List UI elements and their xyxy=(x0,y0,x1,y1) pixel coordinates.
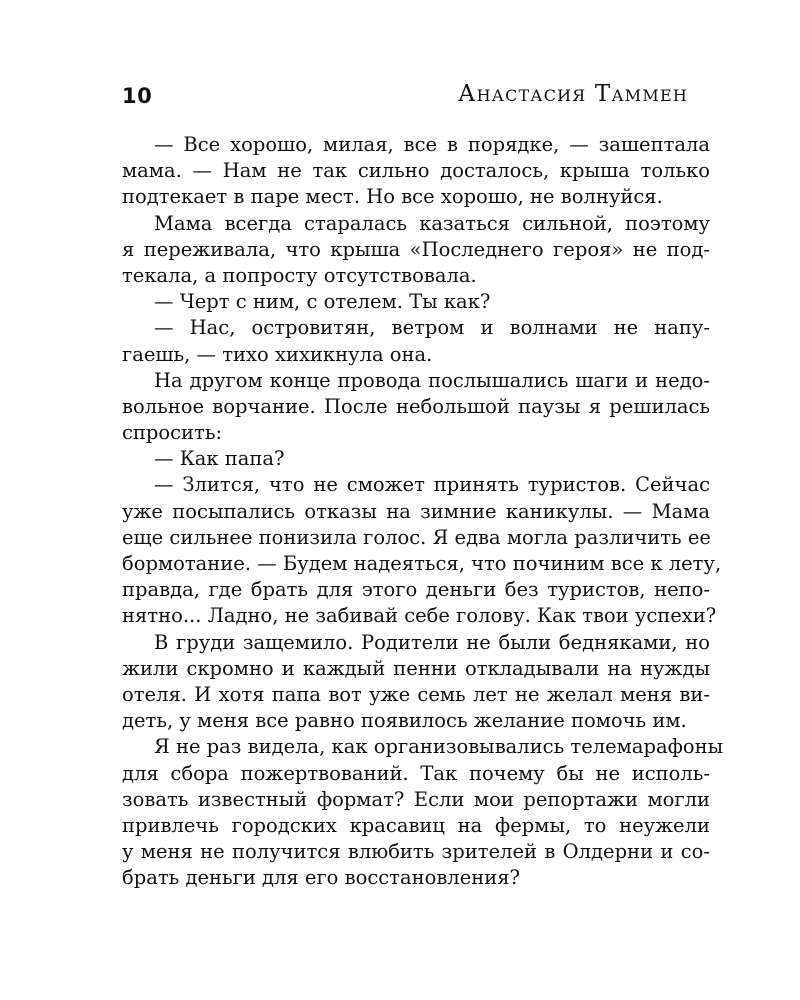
text-line: — Нас, островитян, ветром и волнами не напу- xyxy=(154,316,710,340)
text-line: спросить: xyxy=(122,421,223,445)
text-line: жили скромно и каждый пенни откладывали на нужды xyxy=(122,656,710,680)
text-line: уже посыпались отказы на зимние каникулы. — Мама xyxy=(122,499,710,523)
text-line: подтекает в паре мест. Но все хорошо, не волнуйся. xyxy=(122,185,663,209)
running-head-author: Анастасия Таммен xyxy=(457,81,688,107)
text-line: у меня не получится влюбить зрителей в Олдерни и со- xyxy=(122,840,710,864)
text-line: зовать известный формат? Если мои репортажи могли xyxy=(122,787,710,811)
text-line: бормотание. — Будем надеяться, что починим все к лету, xyxy=(122,552,722,575)
text-line: еще сильнее понизила голос. Я едва могла различить ее xyxy=(122,525,711,549)
text-line: мама. — Нам не так сильно досталось, крыша только xyxy=(122,159,710,183)
text-line: отеля. И хотя папа вот уже семь лет не желал меня ви- xyxy=(122,682,710,706)
text-line: гаешь, — тихо хихикнула она. xyxy=(122,342,433,366)
text-line: для сбора пожертвований. Так почему бы не исполь- xyxy=(122,761,710,785)
text-line: вольное ворчание. После небольшой паузы я решилась xyxy=(122,394,710,418)
text-line: На другом конце провода послышались шаги и недо- xyxy=(154,368,710,392)
text-line: В груди защемило. Родители не были бедняками, но xyxy=(154,630,710,654)
text-line: я переживала, что крыша «Последнего героя» не под- xyxy=(122,237,710,261)
text-line: деть, у меня все равно появилось желание помочь им. xyxy=(122,709,687,733)
text-line: Я не раз видела, как организовывались телемарафоны xyxy=(154,735,724,759)
text-line: правда, где брать для этого деньги без туристов, непо- xyxy=(122,578,710,602)
body-text xyxy=(122,132,724,891)
text-line: Мама всегда старалась казаться сильной, поэтому xyxy=(154,211,710,235)
page-number: 10 xyxy=(122,84,153,108)
text-line: — Все хорошо, милая, все в порядке, — зашептала xyxy=(154,133,710,156)
text-line: брать деньги для его восстановления? xyxy=(122,866,520,890)
text-line: нятно... Ладно, не забивай себе голову. Как твои успехи? xyxy=(122,604,717,628)
text-line: — Злится, что не сможет принять туристов. Сейчас xyxy=(154,473,710,497)
text-line: — Как папа? xyxy=(154,447,285,471)
text-line: текала, а попросту отсутствовала. xyxy=(122,263,477,287)
text-line: привлечь городских красавиц на фермы, то неужели xyxy=(122,813,710,837)
text-line: — Черт с ним, с отелем. Ты как? xyxy=(154,290,491,314)
